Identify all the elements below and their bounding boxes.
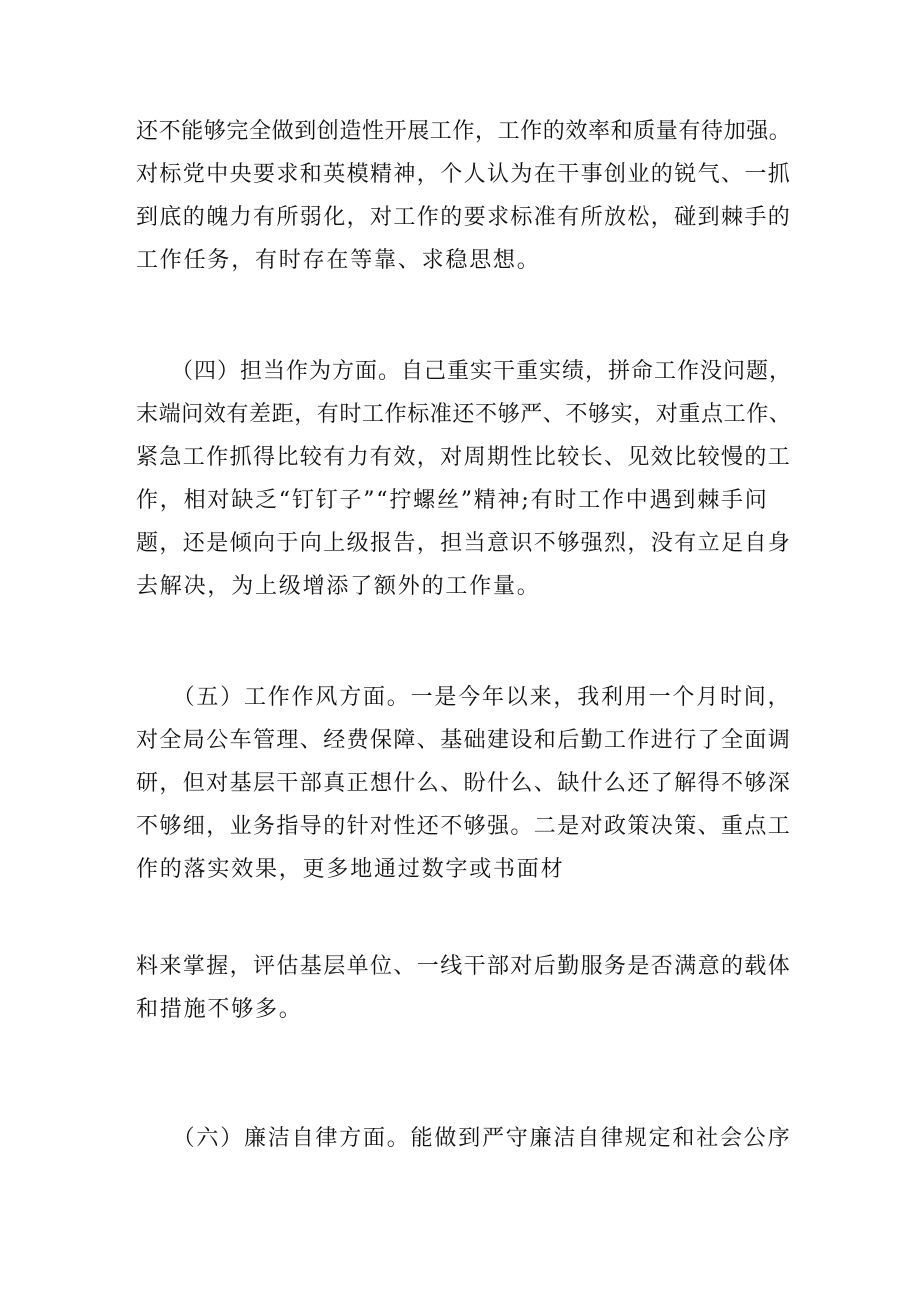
text-line: 工作任务，有时存在等靠、求稳思想。 [136,248,541,273]
text-line: 去解决，为上级增添了额外的工作量。 [136,574,541,599]
paragraph-section-4 [136,350,796,608]
text-line: 对全局公车管理、经费保障、基础建设和后勤工作进行了全面调 [136,728,792,753]
text-line: 不够细，业务指导的针对性还不够强。二是对政策决策、重点工 [136,814,792,839]
text-line: 到底的魄力有所弱化，对工作的要求标准有所放松，碰到棘手的 [136,205,792,230]
text-line: （四）担当作为方面。自己重实干重实绩，拼命工作没问题， [136,359,793,384]
text-line: 作的落实效果，更多地通过数字或书面材 [136,857,565,882]
text-line: 料来掌握，评估基层单位、一线干部对后勤服务是否满意的载体 [136,954,792,979]
text-line: 作，相对缺乏“钉钉子”“拧螺丝”精神;有时工作中遇到棘手问 [136,488,769,513]
paragraph-section-5 [136,676,796,891]
text-line: （六）廉洁自律方面。能做到严守廉洁自律规定和社会公序 [136,1126,792,1151]
paragraph-section-5-continued [136,945,796,1031]
text-line: 和措施不够多。 [136,997,303,1022]
text-line: 题，还是倾向于向上级报告，担当意识不够强烈，没有立足自身 [136,531,792,556]
text-line: 对标党中央要求和英模精神，个人认为在干事创业的锐气、一抓 [136,162,792,187]
text-line: （五）工作作风方面。一是今年以来，我利用一个月时间， [136,685,792,710]
text-line: 研，但对基层干部真正想什么、盼什么、缺什么还了解得不够深 [136,771,792,796]
paragraph-section-6 [136,1117,796,1160]
text-line: 末端问效有差距，有时工作标准还不够严、不够实，对重点工作、 [136,402,792,427]
text-line: 紧急工作抓得比较有力有效，对周期性比较长、见效比较慢的工 [136,445,792,470]
text-line: 还不能够完全做到创造性开展工作，工作的效率和质量有待加强。 [136,119,792,144]
paragraph-continuation [136,110,796,282]
